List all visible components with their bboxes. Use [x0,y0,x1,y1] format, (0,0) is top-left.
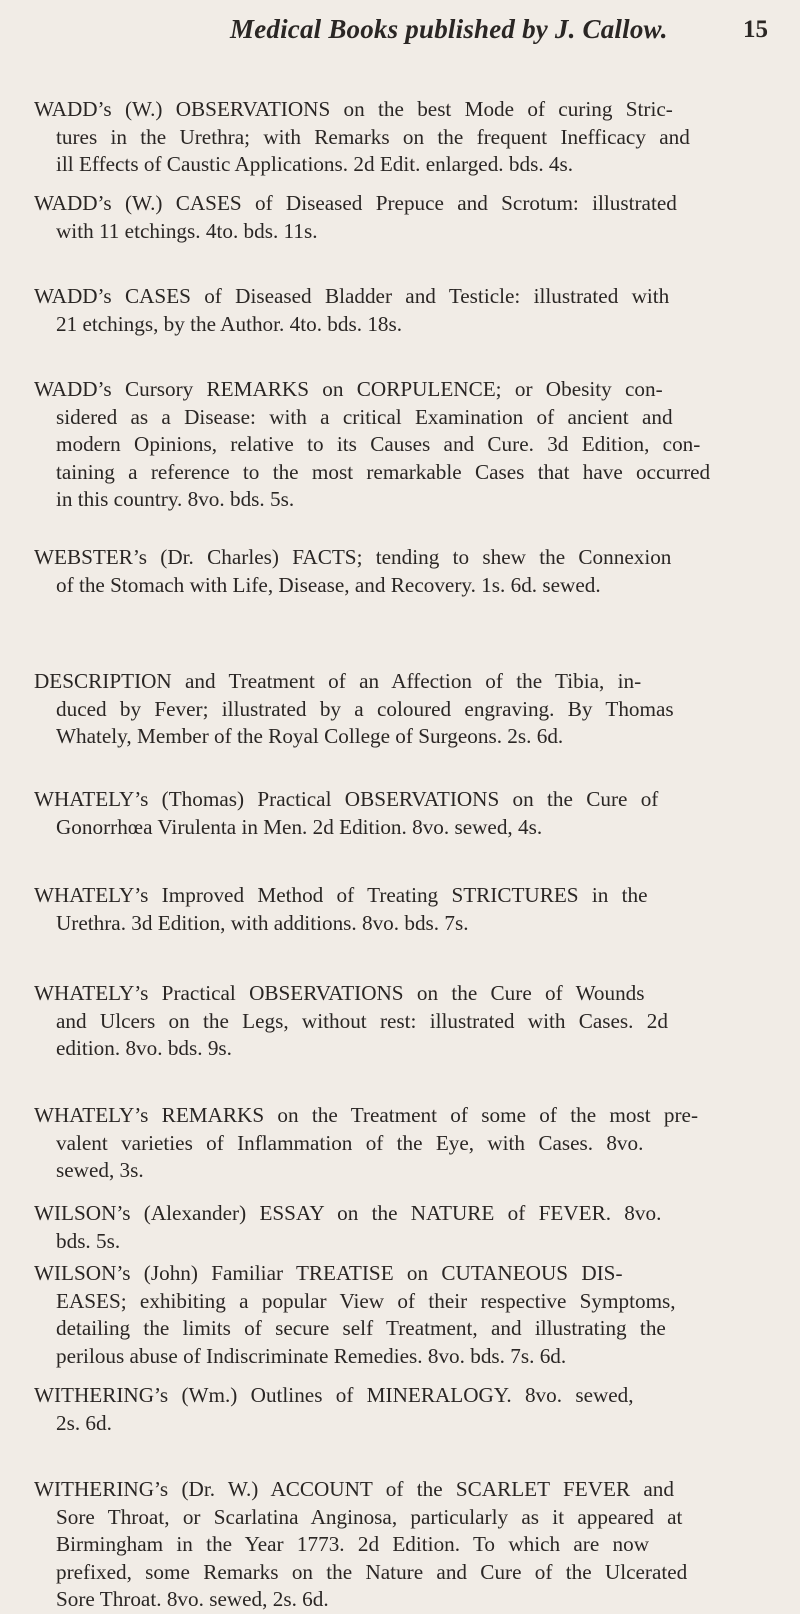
entry-line: modern Opinions, relative to its Causes and Cure. 3d Edition, con- [56,432,701,456]
entry-line: tures in the Urethra; with Remarks on the frequent Inefficacy and [56,124,690,149]
entry-first-line: WHATELY’s REMARKS on the Treatment of some of the most pre- [34,1103,699,1127]
entry-line: with 11 etchings. 4to. bds. 11s. [56,218,318,243]
entry-line: ill Effects of Caustic Applications. 2d Edit. enlarged. bds. 4s. [56,152,574,176]
entry-line: Whately, Member of the Royal College of Surgeons. 2s. 6d. [56,724,564,748]
running-title: Medical Books published by J. Callow. [230,14,668,44]
entry-first-line: WILSON’s (Alexander) ESSAY on the NATURE of FEVER. 8vo. [34,1201,662,1225]
entry-line: taining a reference to the most remarkable Cases that have occurred [56,459,711,484]
book-entry [0,544,800,599]
book-entry [0,1476,800,1614]
entry-line: and Ulcers on the Legs, without rest: illustrated with Cases. 2d [56,1008,668,1033]
book-entry [0,1102,800,1185]
entry-line: Urethra. 3d Edition, with additions. 8vo. bds. 7s. [56,910,469,935]
entry-line: valent varieties of Inflammation of the Eye, with Cases. 8vo. [56,1130,644,1155]
entry-line: Birmingham in the Year 1773. 2d Edition. To which are now [56,1532,650,1556]
entry-first-line: WITHERING’s (Dr. W.) ACCOUNT of the SCARLET FEVER and [34,1477,674,1501]
entry-line: 2s. 6d. [56,1410,112,1435]
entry-first-line: WITHERING’s (Wm.) Outlines of MINERALOGY. 8vo. sewed, [34,1383,634,1407]
entry-line: edition. 8vo. bds. 9s. [56,1036,232,1060]
running-head [0,14,800,54]
entry-first-line: WADD’s (W.) CASES of Diseased Prepuce and Scrotum: illustrated [34,191,677,215]
entry-first-line: WADD’s CASES of Diseased Bladder and Testicle: illustrated with [34,284,670,308]
book-entry [0,376,800,514]
entry-first-line: WHATELY’s Practical OBSERVATIONS on the Cure of Wounds [34,981,645,1005]
entry-line: in this country. 8vo. bds. 5s. [56,487,295,511]
book-entry [0,882,800,937]
entry-line: duced by Fever; illustrated by a coloured engraving. By Thomas [56,696,674,721]
page-number: 15 [743,16,768,43]
book-entry [0,980,800,1063]
book-entry [0,786,800,841]
entry-line: EASES; exhibiting a popular View of their respective Symptoms, [56,1288,676,1313]
entry-line: of the Stomach with Life, Disease, and Recovery. 1s. 6d. sewed. [56,572,601,597]
entry-first-line: WHATELY’s Improved Method of Treating STRICTURES in the [34,883,648,907]
book-entry [0,1260,800,1370]
book-entry [0,283,800,338]
book-entry [0,190,800,245]
entry-line: Sore Throat, or Scarlatina Anginosa, particularly as it appeared at [56,1504,683,1529]
entry-line: sidered as a Disease: with a critical Examination of ancient and [56,404,673,429]
entry-first-line: WADD’s (W.) OBSERVATIONS on the best Mode of curing Stric- [34,97,673,121]
entry-first-line: WILSON’s (John) Familiar TREATISE on CUTANEOUS DIS- [34,1261,623,1285]
entry-first-line: WADD’s Cursory REMARKS on CORPULENCE; or Obesity con- [34,377,663,401]
entry-line: prefixed, some Remarks on the Nature and Cure of the Ulcerated [56,1559,688,1584]
entry-first-line: WEBSTER’s (Dr. Charles) FACTS; tending to shew the Connexion [34,545,672,569]
book-entry [0,668,800,751]
entry-line: Gonorrhœa Virulenta in Men. 2d Edition. 8vo. sewed, 4s. [56,814,543,839]
book-entry [0,1200,800,1255]
entry-first-line: WHATELY’s (Thomas) Practical OBSERVATIONS on the Cure of [34,787,659,811]
entry-line: detailing the limits of secure self Treatment, and illustrating the [56,1316,666,1340]
entry-line: Sore Throat. 8vo. sewed, 2s. 6d. [56,1587,329,1611]
entry-line: 21 etchings, by the Author. 4to. bds. 18s. [56,311,403,336]
book-entry [0,1382,800,1437]
entry-first-line: DESCRIPTION and Treatment of an Affection of the Tibia, in- [34,669,642,693]
entry-line: sewed, 3s. [56,1158,144,1182]
entry-line: bds. 5s. [56,1228,121,1253]
entry-line: perilous abuse of Indiscriminate Remedies. 8vo. bds. 7s. 6d. [56,1343,567,1368]
book-entry [0,96,800,179]
